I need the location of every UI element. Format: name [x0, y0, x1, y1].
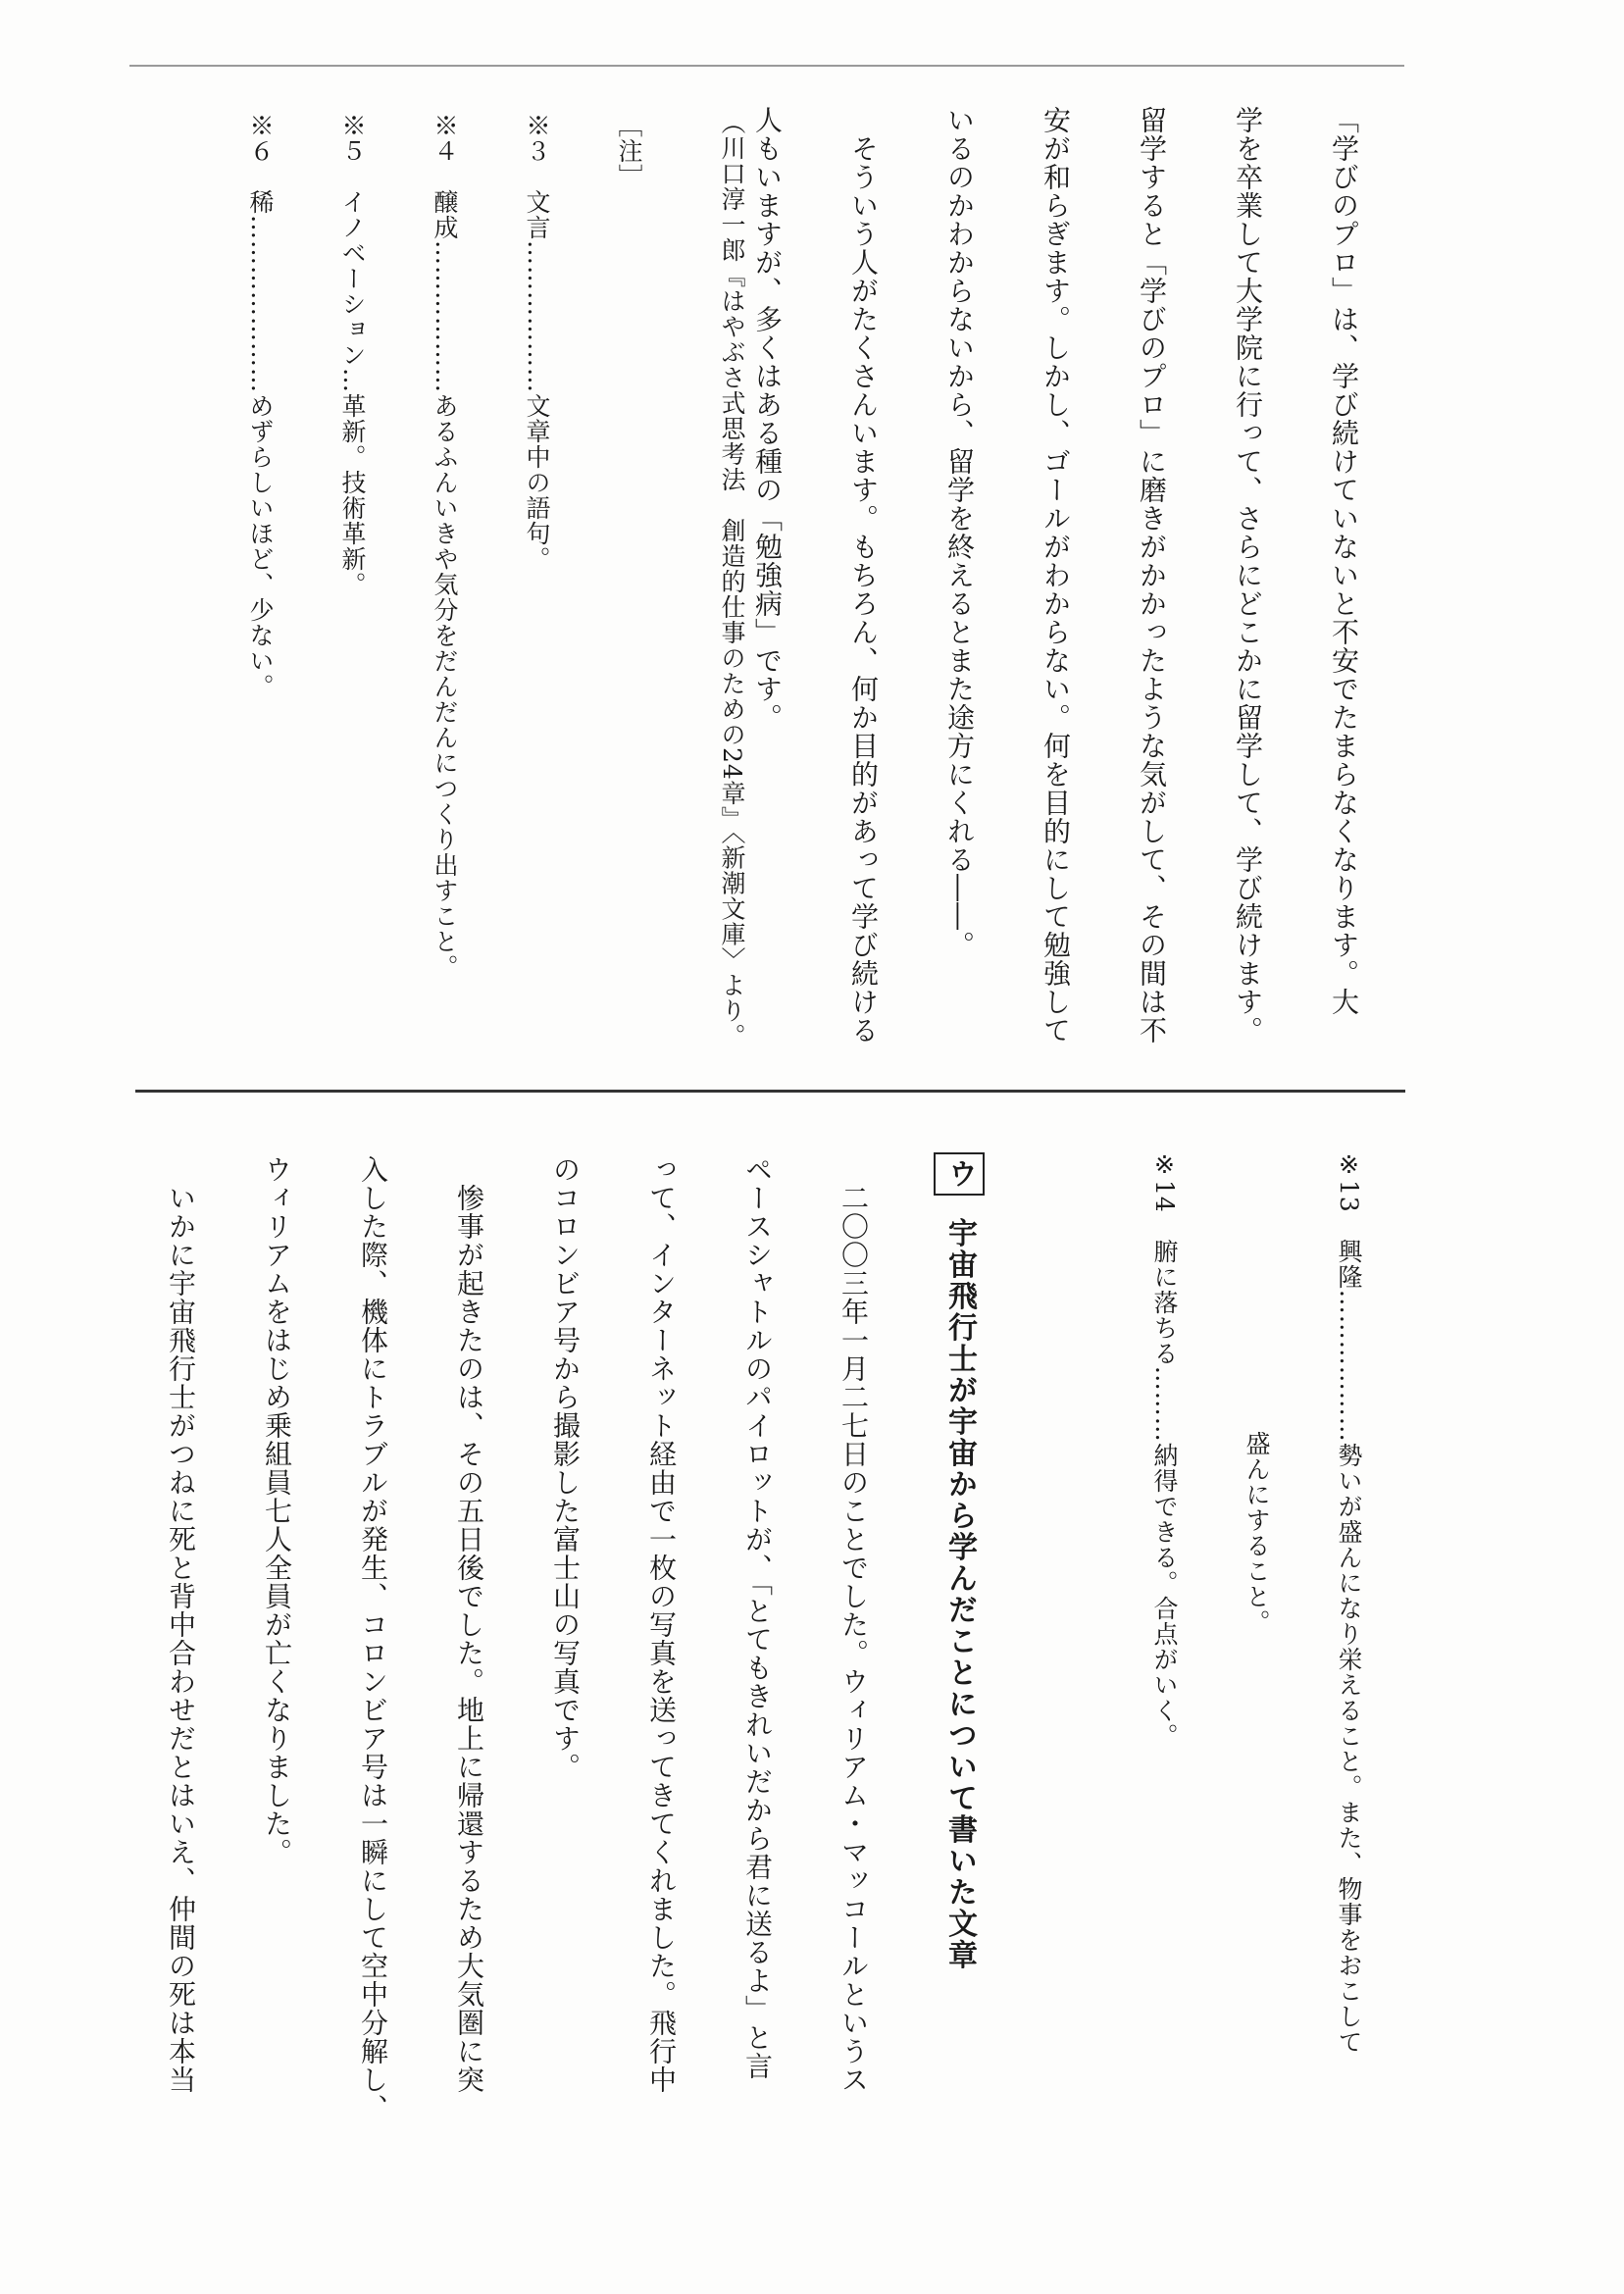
passage-line: 留学すると「学びのプロ」に磨きがかかったような気がして、その間は不: [1136, 106, 1168, 1045]
top-border-line: [129, 65, 1404, 67]
note-item: ※３ 文言………………文章中の語句。: [523, 113, 551, 572]
passage-line: 人もいますが、多くはある種の「勉強病」です。: [751, 106, 784, 732]
passage-line: 「学びのプロ」は、学び続けていないと不安でたまらなくなります。大: [1328, 106, 1360, 1016]
passage-line: 安が和らぎます。しかし、ゴールがわからない。何を目的にして勉強して: [1040, 106, 1072, 1045]
note-item: ※５ イノベーション…革新。技術革新。: [338, 113, 367, 597]
passage-line: 二〇〇三年一月二七日のことでした。ウィリアム・マッコールというス: [837, 1155, 870, 2094]
section-divider: [135, 1090, 1405, 1093]
section-passage: [112, 1155, 926, 2254]
passage-line: のコロンビア号から撮影した富士山の写真です。: [549, 1155, 582, 1781]
section-title: 宇宙飛行士が宇宙から学んだことについて書いた文章: [942, 1217, 977, 1971]
note-item: ※14 腑に落ちる………納得できる。合点がいく。: [1150, 1150, 1179, 1749]
passage-line: そういう人がたくさんいます。もちろん、何か目的があって学び続ける: [847, 106, 880, 1045]
note-item: 盛んにすること。: [1243, 1150, 1271, 1635]
section-label: ウ: [934, 1152, 985, 1196]
note-item: ※４ 醸成………………あるふんいきや気分をだんだんにつくり出すこと。: [431, 113, 459, 980]
source-citation: [706, 110, 804, 1076]
notes-list-bottom: [1094, 1150, 1418, 2249]
note-item: [1094, 1150, 1095, 2249]
citation-line: （川口淳一郎『はやぶさ式思考法 創造的仕事のための24章』〈新潮文庫〉より。: [718, 110, 746, 1049]
notes-list-top: [208, 113, 698, 1079]
passage-line: 入した際、機体にトラブルが発生、コロンビア号は一瞬にして空中分解し、: [357, 1155, 389, 2122]
passage-line: って、インターネット経由で一枚の写真を送ってきてくれました。飛行中: [645, 1155, 678, 2094]
notes-heading: ［注］: [615, 113, 643, 189]
note-item: ※６ 稀…………………めずらしいほど、少ない。: [246, 113, 275, 699]
main-passage: [728, 106, 1416, 1072]
passage-line: 惨事が起きたのは、その五日後でした。地上に帰還するため大気圏に突: [453, 1155, 485, 2094]
passage-line: 学を卒業して大学院に行って、さらにどこかに留学して、学び続けます。: [1232, 106, 1264, 1045]
note-item: ※13 興隆………………勢いが盛んになり栄えること。また、物事をおこして: [1335, 1150, 1363, 2055]
section-heading: [934, 1152, 985, 2035]
passage-line: ウィリアムをはじめ乗組員七人全員が亡くなりました。: [261, 1155, 293, 1866]
passage-line: いかに宇宙飛行士がつねに死と背中合わせだとはいえ、仲間の死は本当: [165, 1155, 197, 2094]
passage-line: いるのかわからないから、留学を終えるとまた途方にくれる――。: [943, 106, 976, 959]
passage-line: ペースシャトルのパイロットが、「とてもきれいだから君に送るよ」と言: [741, 1155, 774, 2080]
